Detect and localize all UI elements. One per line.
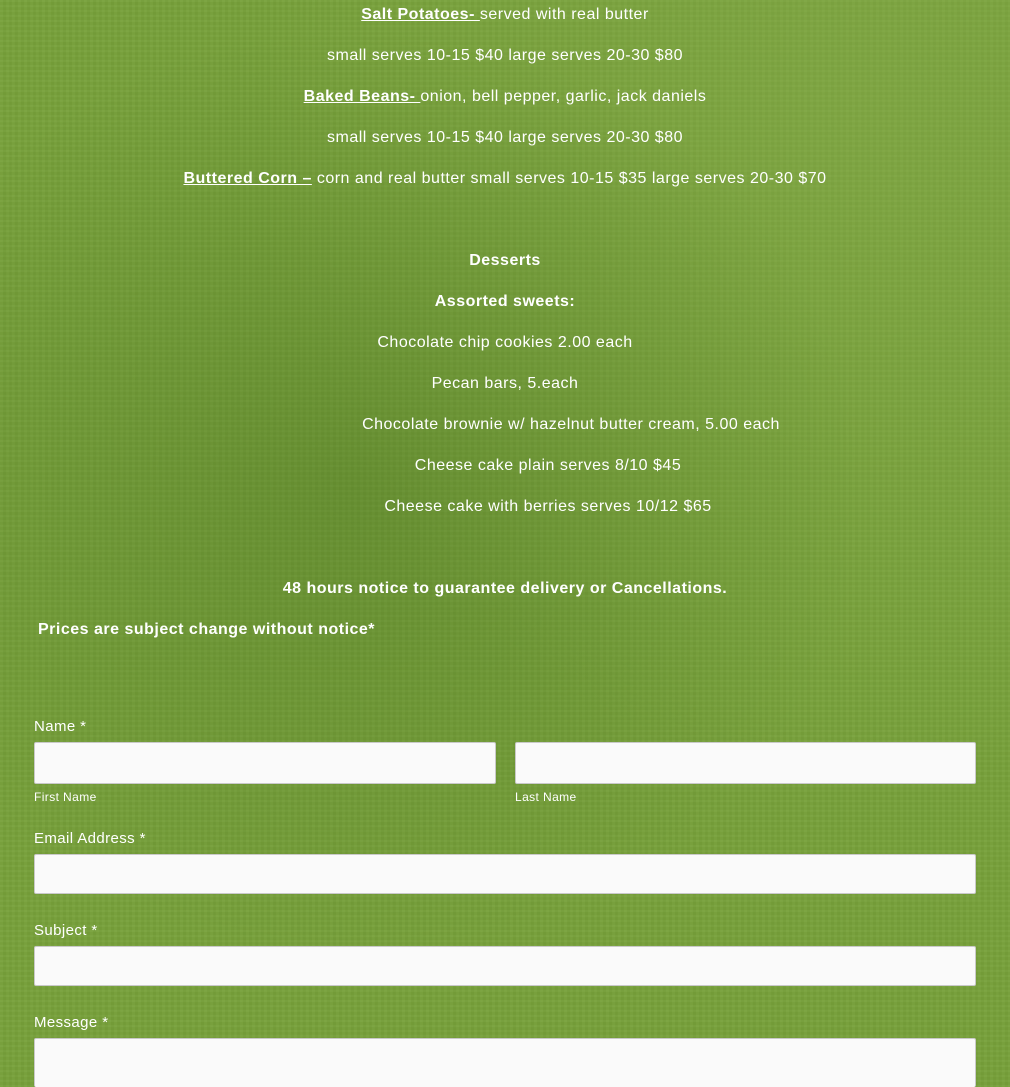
last-name-sublabel: Last Name [515, 790, 577, 804]
last-name-input[interactable] [515, 742, 976, 784]
first-name-sublabel: First Name [34, 790, 97, 804]
desserts-heading: Desserts [469, 252, 541, 269]
message-textarea[interactable] [34, 1038, 976, 1087]
salt-potatoes-title: Salt Potatoes- [361, 6, 480, 23]
subject-input[interactable] [34, 946, 976, 986]
first-name-input[interactable] [34, 742, 496, 784]
assorted-sweets-heading: Assorted sweets: [434, 293, 576, 310]
dessert-item: Pecan bars, 5.each [431, 375, 579, 392]
baked-beans-line [0, 88, 1010, 106]
buttered-corn-line [0, 170, 1010, 188]
salt-potatoes-pricing: small serves 10-15 $40 large serves 20-30 $80 [326, 47, 683, 64]
salt-potatoes-description: served with real butter [479, 6, 649, 23]
message-label: Message * [34, 1014, 109, 1031]
dessert-item: Cheese cake plain serves 8/10 $45 [414, 457, 682, 474]
email-label: Email Address * [34, 830, 146, 847]
delivery-notice: 48 hours notice to guarantee delivery or Cancellations. [282, 580, 728, 597]
baked-beans-pricing: small serves 10-15 $40 large serves 20-30 $80 [326, 129, 683, 146]
dessert-item: Chocolate brownie w/ hazelnut butter cream, 5.00 each [362, 416, 780, 433]
email-input[interactable] [34, 854, 976, 894]
subject-label: Subject * [34, 922, 98, 939]
buttered-corn-description: corn and real butter small serves 10-15 $35 large serves 20-30 $70 [311, 170, 827, 187]
salt-potatoes-line [0, 6, 1010, 24]
baked-beans-description: onion, bell pepper, garlic, jack daniels [420, 88, 707, 105]
dessert-item: Cheese cake with berries serves 10/12 $65 [384, 498, 712, 515]
dessert-item: Chocolate chip cookies 2.00 each [377, 334, 633, 351]
baked-beans-title: Baked Beans- [303, 88, 421, 105]
buttered-corn-title: Buttered Corn – [183, 170, 312, 187]
name-label: Name * [34, 718, 87, 735]
price-notice: Prices are subject change without notice* [38, 621, 376, 638]
